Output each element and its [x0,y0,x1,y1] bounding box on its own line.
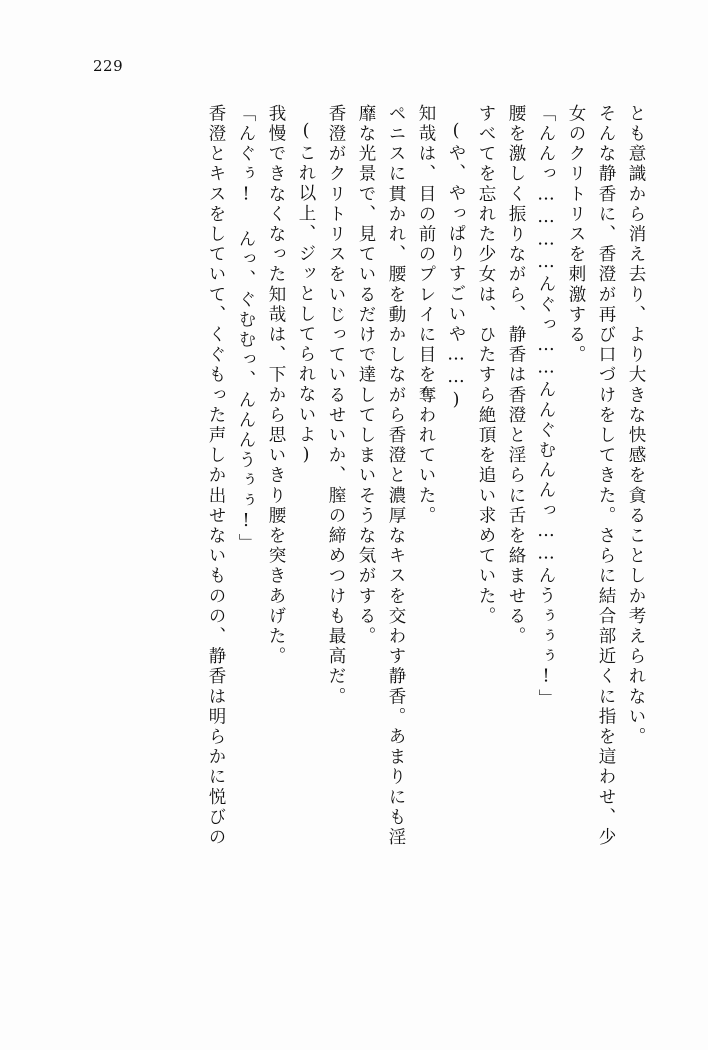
text-column [284,104,314,981]
column-text: (や、やっぱりすごいや……) [446,121,466,413]
text-column [404,104,434,964]
column-text: 「んんっ…………んぐっ……んんぐむんんっ……んうぅぅぅ!」 [536,104,556,710]
text-column [524,104,554,964]
text-column [374,104,404,964]
text-column [194,104,224,964]
column-text: 女のクリトリスを刺激する。 [566,104,586,366]
column-text: そんな静香に、香澄が再び口づけをしてきた。さらに結合部近くに指を這わせ、少 [596,104,616,848]
column-text: 香澄とキスをしていて、くぐもった声しか出せないものの、静香は明らかに悦びの [206,104,226,848]
column-text: ペニスに貫かれ、腰を動かしながら香澄と濃厚なキスを交わす静香。あまりにも淫 [386,104,406,848]
text-column [434,104,464,981]
column-text: 我慢できなくなった知哉は、下から思いきり腰を突きあげた。 [266,104,286,667]
text-column [224,104,254,964]
text-column [344,104,374,964]
column-text: とも意識から消え去り、より大きな快感を貪ることしか考えられない。 [626,104,646,748]
column-text: すべてを忘れた少女は、ひたすら絶頂を追い求めていた。 [476,104,496,627]
text-column [614,104,644,964]
text-column [554,104,584,964]
column-text: 靡な光景で、見ているだけで達してしまいそうな気がする。 [356,104,376,647]
text-column [464,104,494,964]
column-text: 知哉は、目の前のプレイに目を奪われていた。 [416,104,436,527]
column-text: (これ以上、ジッとしてられないよ) [296,121,316,468]
column-text: 「んぐぅ! んっ、ぐむむっ、んんんうぅぅ!」 [236,104,256,554]
page-number: 229 [93,57,124,75]
text-column [494,104,524,964]
text-column [254,104,284,964]
column-text: 香澄がクリトリスをいじっているせいか、膣の締めつけも最高だ。 [326,104,346,707]
text-column [584,104,614,964]
column-text: 腰を激しく振りながら、静香は香澄と淫らに舌を絡ませる。 [506,104,526,647]
vertical-text-block [64,104,644,964]
text-column [314,104,344,964]
